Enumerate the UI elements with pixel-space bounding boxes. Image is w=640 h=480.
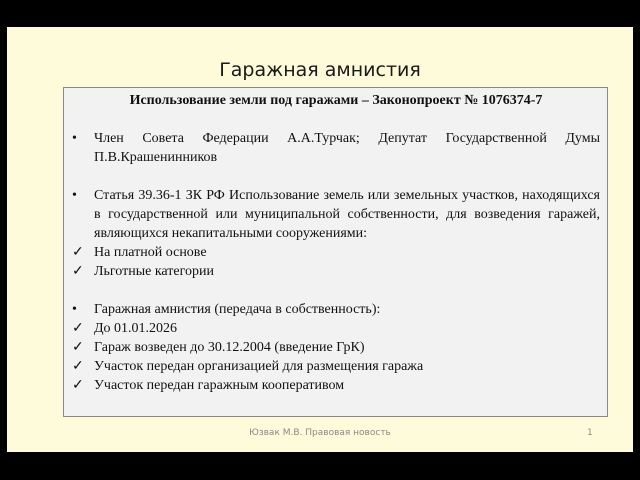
list-item	[72, 186, 600, 243]
list-item-text: Льготные категории	[94, 264, 214, 279]
list-item-text: Гаражная амнистия (передача в собственность):	[94, 302, 381, 317]
content-heading: Использование земли под гаражами – Законопроект № 1076374-7	[129, 93, 543, 108]
bullet-icon: •	[72, 302, 77, 317]
list-item	[72, 300, 600, 319]
spacer	[72, 167, 600, 186]
bullet-icon: •	[72, 131, 77, 146]
list-item	[72, 376, 600, 395]
slide	[7, 27, 633, 452]
slide-title: Гаражная амнистия	[219, 59, 421, 81]
checkmark-icon: ✓	[72, 245, 84, 260]
list-item-text: Участок передан организацией для размещения гаража	[94, 359, 424, 374]
list-item	[72, 262, 600, 281]
spacer	[72, 281, 600, 300]
list-item-text: На платной основе	[94, 245, 207, 260]
bullet-icon: •	[72, 188, 77, 203]
checkmark-icon: ✓	[72, 321, 84, 336]
page-number: 1	[587, 428, 593, 438]
list-item	[72, 319, 600, 338]
list-item	[72, 357, 600, 376]
list-item-text: Участок передан гаражным кооперативом	[94, 378, 345, 393]
list-item	[72, 338, 600, 357]
list-item-text: Член Совета Федерации А.А.Турчак; Депутат Государственной Думы П.В.Крашенинников	[94, 131, 600, 165]
list-item-text: Гараж возведен до 30.12.2004 (введение ГрК)	[94, 340, 365, 355]
checkmark-icon: ✓	[72, 378, 84, 393]
checkmark-icon: ✓	[72, 340, 84, 355]
list-item-text: До 01.01.2026	[94, 321, 178, 336]
list-item-text: Статья 39.36-1 ЗК РФ Использование земель или земельных участков, находящихся в государственной или муниципальной собственности, для возведения гаражей, являющихся некапитальными сооружениями:	[94, 188, 600, 241]
content-box	[63, 87, 608, 417]
checkmark-icon: ✓	[72, 264, 84, 279]
list-item	[72, 243, 600, 262]
list-item	[72, 129, 600, 167]
slide-footer: Юзвак М.В. Правовая новость	[249, 428, 391, 438]
checkmark-icon: ✓	[72, 359, 84, 374]
